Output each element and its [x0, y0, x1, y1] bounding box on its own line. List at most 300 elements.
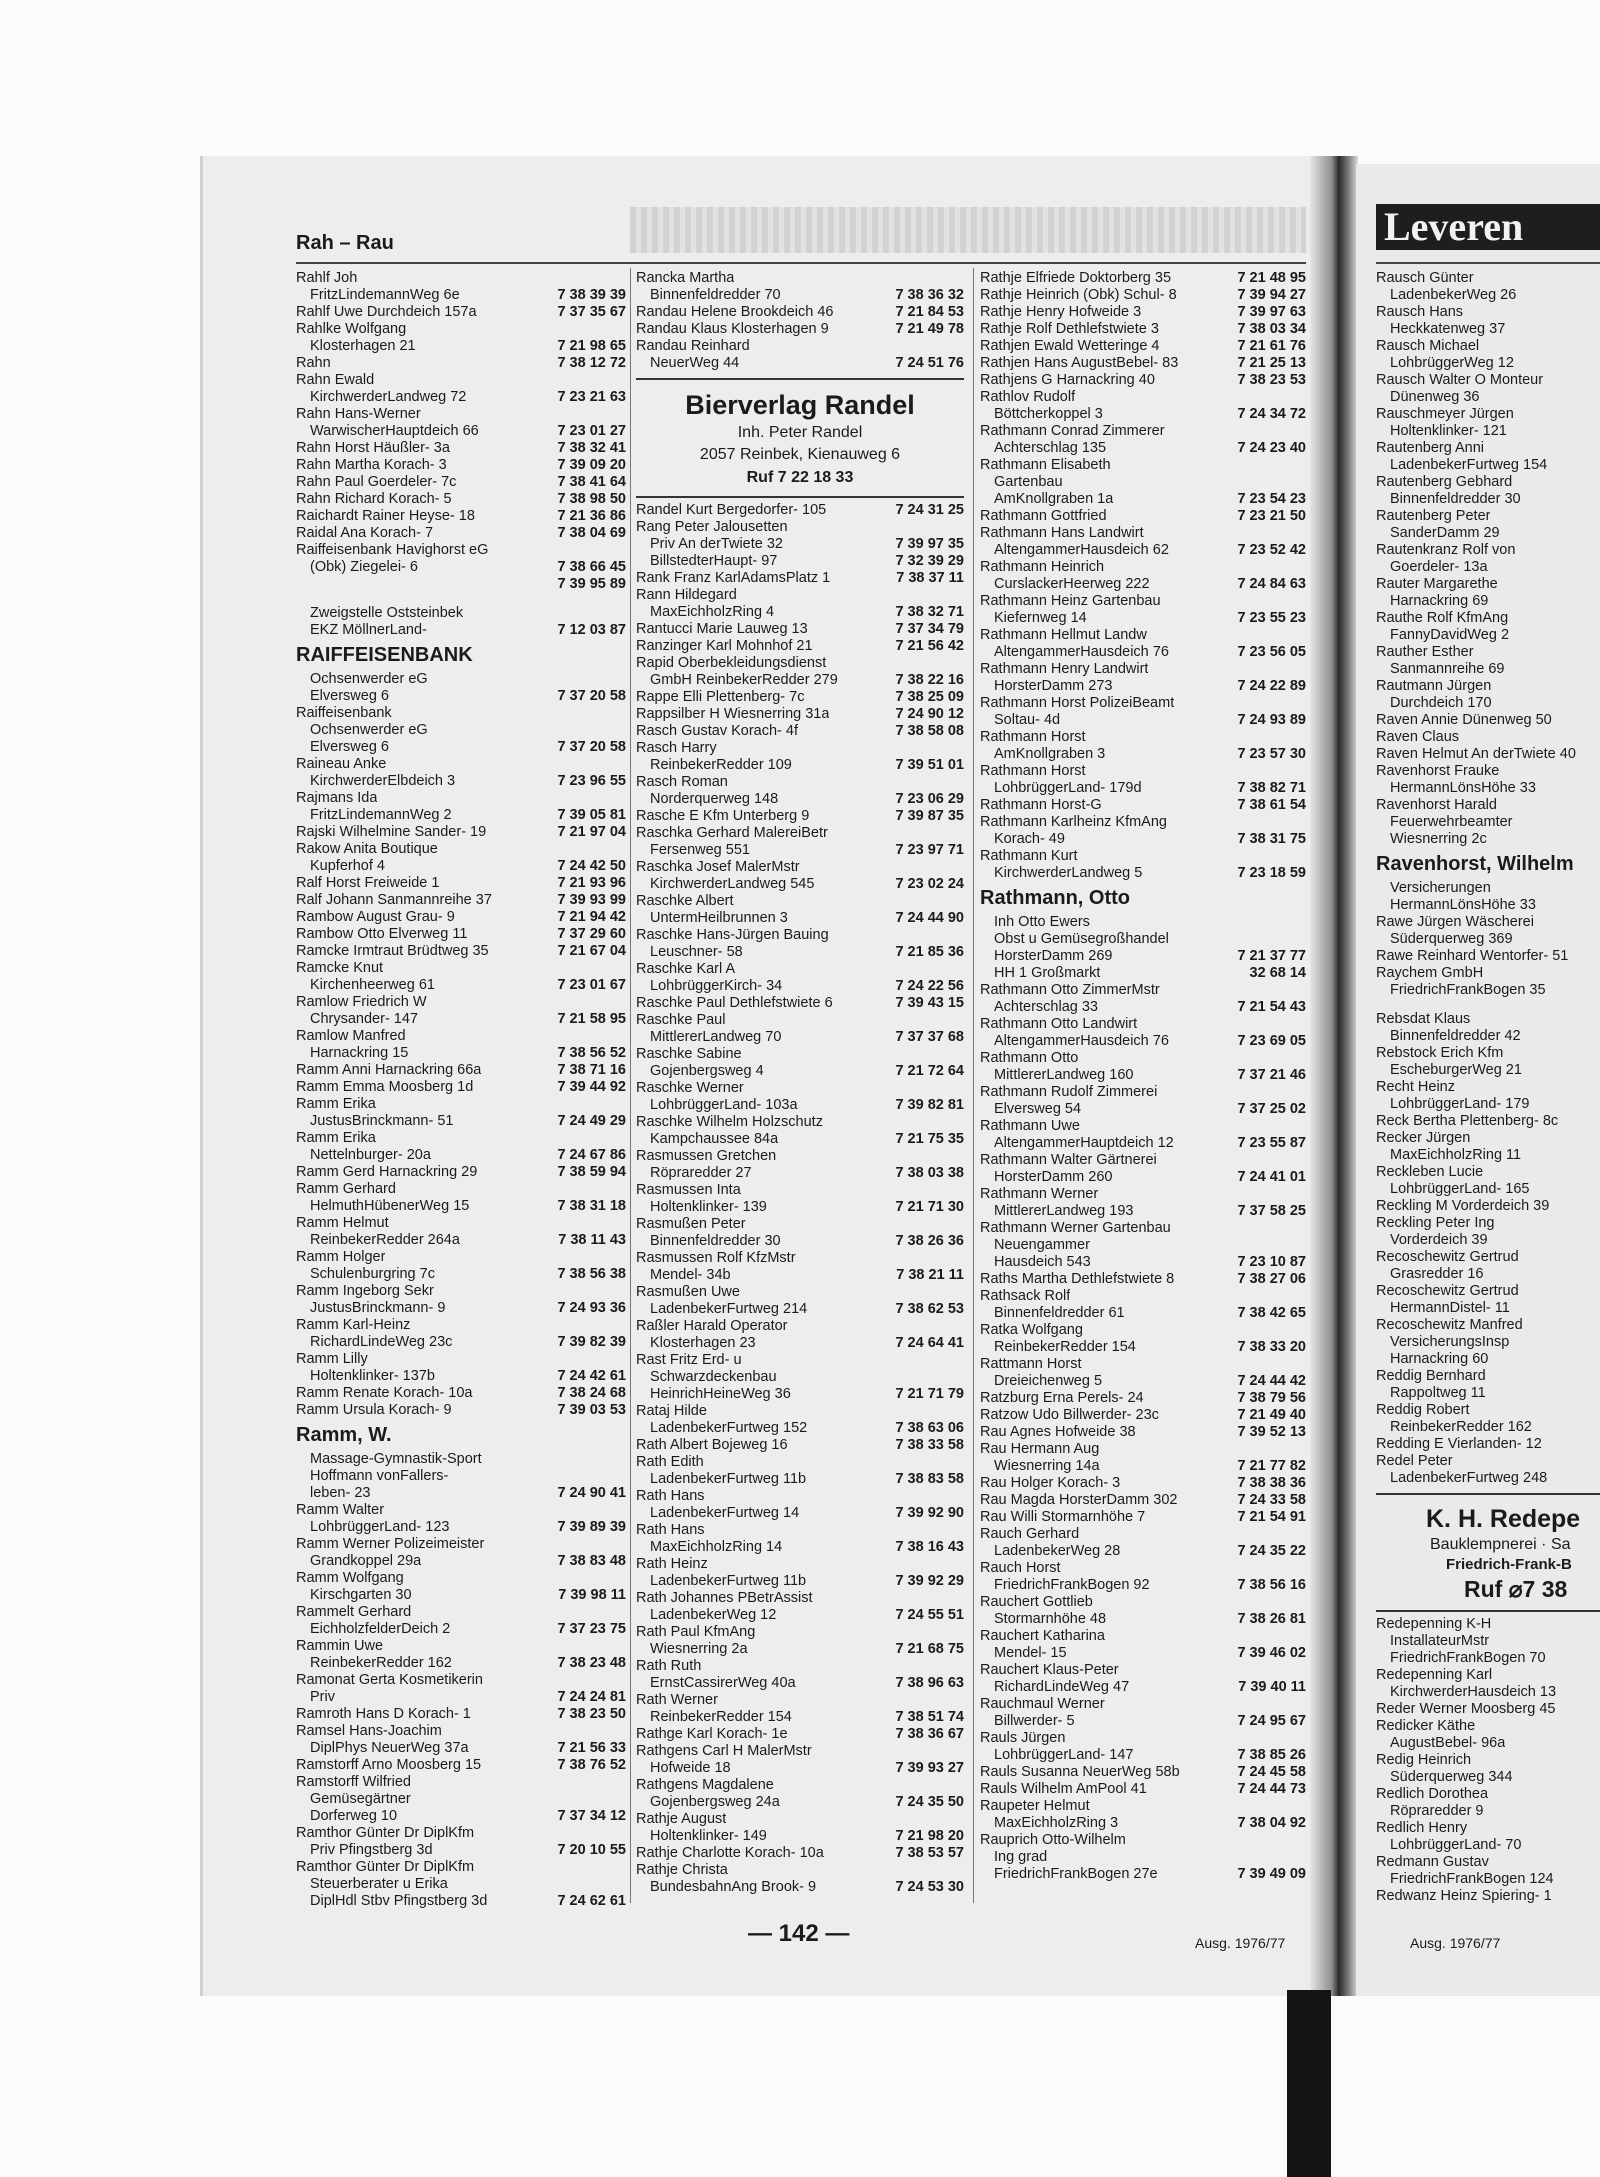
- column-divider: [630, 268, 631, 1903]
- listing-row: [1376, 814, 1600, 831]
- listing-row: [980, 1815, 1306, 1832]
- listing-row: [636, 978, 964, 995]
- listing-name: LohbrüggerLand- 103a: [650, 1097, 798, 1113]
- listing-name: Raschke Albert: [636, 893, 734, 909]
- listing-row: [636, 1318, 964, 1335]
- listing-row: [296, 1232, 626, 1249]
- listing-name: Raßler Harald Operator: [636, 1318, 788, 1334]
- listing-name: Rathmann Otto Landwirt: [980, 1016, 1138, 1032]
- listing-name: Raschke Werner: [636, 1080, 744, 1096]
- ad2-line2: Friedrich-Frank-B: [1446, 1556, 1572, 1573]
- listing-name: Rathje Henry Hofweide 3: [980, 304, 1142, 320]
- listing-row: [296, 1723, 626, 1740]
- listing-phone: [620, 1317, 626, 1334]
- listing-row: [296, 1519, 626, 1536]
- listing-row: [296, 1655, 626, 1672]
- listing-row: [636, 740, 964, 757]
- listing-row: [980, 440, 1306, 457]
- listing-phone: 7 38 66 45: [557, 559, 626, 575]
- listing-phone: 7 23 52 42: [1237, 542, 1306, 558]
- directory-column-1: [296, 270, 626, 1910]
- listing-row: [636, 1811, 964, 1828]
- listing-phone: 7 37 25 02: [1237, 1101, 1306, 1117]
- listing-phone: [620, 841, 626, 858]
- listing-name: Rathjens G Harnackring 40: [980, 372, 1155, 388]
- listing-name: Rantucci Marie Lauweg 13: [636, 621, 808, 637]
- listing-name: Rathje Charlotte Korach- 10a: [636, 1845, 824, 1861]
- bierverlag-ad: [636, 388, 964, 490]
- listing-phone: [620, 1351, 626, 1368]
- listing-phone: [958, 1318, 964, 1335]
- listing-name: Rang Peter Jalousetten: [636, 519, 788, 535]
- listing-phone: 7 39 40 11: [1238, 1679, 1306, 1695]
- listing-phone: [958, 1216, 964, 1233]
- listing-phone: [1594, 982, 1600, 999]
- listing-name: Süderquerweg 369: [1390, 931, 1513, 947]
- listing-row: [1376, 1164, 1600, 1181]
- listing-phone: [1300, 1220, 1306, 1237]
- listing-phone: 7 24 35 50: [895, 1794, 964, 1810]
- listing-phone: [1594, 1164, 1600, 1181]
- listing-row: [1376, 270, 1600, 287]
- listing-name: ReinbekerRedder 154: [994, 1339, 1136, 1355]
- listing-row: [980, 1628, 1306, 1645]
- listing-phone: 7 39 03 53: [557, 1402, 626, 1418]
- listing-name: ErnstCassirerWeg 40a: [650, 1675, 796, 1691]
- listing-name: FriedrichFrankBogen 27e: [994, 1866, 1158, 1882]
- listing-name: Harnackring 69: [1390, 593, 1489, 609]
- listing-phone: 7 37 37 68: [895, 1029, 964, 1045]
- listing-name: Rasche E Kfm Unterberg 9: [636, 808, 810, 824]
- listing-row: [980, 1373, 1306, 1390]
- listing-name: Soltau- 4d: [994, 712, 1061, 728]
- listing-name: FriedrichFrankBogen 35: [1390, 982, 1546, 998]
- listing-row: [1376, 610, 1600, 627]
- header-rule: [296, 262, 1306, 264]
- listing-name: Randau Klaus Klosterhagen 9: [636, 321, 829, 337]
- listing-phone: [1594, 457, 1600, 474]
- listing-row: [296, 875, 626, 892]
- listing-name: Raschke Sabine: [636, 1046, 742, 1062]
- listing-row: [636, 655, 964, 672]
- listing-row: [1376, 780, 1600, 797]
- listing-name: Wiesnerring 14a: [994, 1458, 1100, 1474]
- listing-phone: 7 38 22 16: [895, 672, 964, 688]
- listing-row: [980, 406, 1306, 423]
- listing-row: [980, 948, 1306, 965]
- listing-row: [980, 1730, 1306, 1747]
- listing-name: Redig Heinrich: [1376, 1752, 1472, 1768]
- listing-name: Rahlf Uwe Durchdeich 157a: [296, 304, 477, 320]
- listing-row: [1376, 1684, 1600, 1701]
- listing-phone: [1300, 389, 1306, 406]
- listing-name: Rauls Wilhelm AmPool 41: [980, 1781, 1147, 1797]
- listing-row: [1376, 1820, 1600, 1837]
- listing-phone: [958, 1114, 964, 1131]
- listing-name: Rathmann Gottfried: [980, 508, 1107, 524]
- faded-banner: [630, 207, 1306, 253]
- listing-phone: [958, 1148, 964, 1165]
- listing-phone: [958, 893, 964, 910]
- listing-phone: [1594, 1786, 1600, 1803]
- directory-column-2: [636, 270, 964, 1896]
- listing-phone: [1594, 931, 1600, 948]
- listing-name: ReinbekerRedder 162: [310, 1655, 452, 1671]
- listing-row: [636, 1471, 964, 1488]
- listing-name: Rautenkranz Rolf von: [1376, 542, 1516, 558]
- listing-phone: 7 24 93 36: [557, 1300, 626, 1316]
- spacer: [296, 593, 626, 605]
- listing-row: [980, 1016, 1306, 1033]
- listing-phone: [620, 1570, 626, 1587]
- listing-name: RichardLindeWeg 47: [994, 1679, 1130, 1695]
- listing-name: Raupeter Helmut: [980, 1798, 1090, 1814]
- listing-phone: [620, 1723, 626, 1740]
- listing-name: Recoschewitz Manfred: [1376, 1317, 1523, 1333]
- listing-phone: 7 38 23 53: [1237, 372, 1306, 388]
- listing-row: [636, 808, 964, 825]
- listing-row: [1376, 1079, 1600, 1096]
- listing-row: [980, 491, 1306, 508]
- listing-row: [636, 1080, 964, 1097]
- listing-row: [636, 1607, 964, 1624]
- listing-phone: [958, 1811, 964, 1828]
- listing-phone: 7 38 36 67: [895, 1726, 964, 1742]
- listing-name: KirchwerderLandweg 5: [994, 865, 1143, 881]
- listing-row: [636, 944, 964, 961]
- listing-phone: [1594, 1317, 1600, 1334]
- listing-name: MaxEichholzRing 4: [650, 604, 775, 620]
- listing-phone: [958, 338, 964, 355]
- listing-phone: [620, 1215, 626, 1232]
- listing-phone: [1594, 1300, 1600, 1317]
- listing-name: KirchwerderHausdeich 13: [1390, 1684, 1557, 1700]
- listing-phone: [1300, 931, 1306, 948]
- listing-row: [980, 355, 1306, 372]
- listing-name: Reckling M Vorderdeich 39: [1376, 1198, 1550, 1214]
- listing-row: [296, 1485, 626, 1502]
- listing-phone: 7 38 04 69: [557, 525, 626, 541]
- listing-name: Raths Martha Dethlefstwiete 8: [980, 1271, 1175, 1287]
- listing-phone: 7 38 21 11: [896, 1267, 964, 1283]
- listing-name: Rath Hans: [636, 1522, 705, 1538]
- listing-name: Ramm Renate Korach- 10a: [296, 1385, 473, 1401]
- listing-row: [636, 1828, 964, 1845]
- listing-row: [980, 627, 1306, 644]
- listing-phone: 7 24 84 63: [1237, 576, 1306, 592]
- listing-row: [296, 1587, 626, 1604]
- listing-name: Rathmann Conrad Zimmerer: [980, 423, 1165, 439]
- listing-phone: [1594, 321, 1600, 338]
- listing-row: [1376, 440, 1600, 457]
- listing-name: DiplPhys NeuerWeg 37a: [310, 1740, 469, 1756]
- listing-phone: [620, 1130, 626, 1147]
- listing-phone: [1594, 1334, 1600, 1351]
- listing-phone: [1594, 1854, 1600, 1871]
- listing-row: [980, 1050, 1306, 1067]
- listing-row: [980, 1322, 1306, 1339]
- listing-row: [636, 1590, 964, 1607]
- listing-name: Versicherungen: [1390, 880, 1491, 896]
- listing-phone: 7 38 71 16: [557, 1062, 626, 1078]
- listing-phone: 7 21 84 53: [895, 304, 964, 320]
- listing-name: Rasmußen Uwe: [636, 1284, 740, 1300]
- listing-name: LohbrüggerLand- 147: [994, 1747, 1134, 1763]
- listing-row: [980, 508, 1306, 525]
- listing-row: [980, 1135, 1306, 1152]
- listing-row: [636, 1420, 964, 1437]
- listing-row: [296, 508, 626, 525]
- listing-row: [1376, 406, 1600, 423]
- listing-name: Hausdeich 543: [994, 1254, 1091, 1270]
- listing-phone: [958, 1692, 964, 1709]
- listing-name: LadenbekerFurtweg 11b: [650, 1471, 807, 1487]
- listing-row: [636, 621, 964, 638]
- listing-phone: 7 38 16 43: [895, 1539, 964, 1555]
- listing-name: FriedrichFrankBogen 70: [1390, 1650, 1546, 1666]
- listing-row: [636, 1658, 964, 1675]
- listing-name: Feuerwehrbeamter: [1390, 814, 1513, 830]
- listing-row: [636, 287, 964, 304]
- page-number: — 142 —: [748, 1920, 850, 1947]
- listing-row: [1376, 982, 1600, 999]
- listing-row: [296, 1825, 626, 1842]
- listing-phone: [1594, 914, 1600, 931]
- listing-phone: 7 38 23 48: [557, 1655, 626, 1671]
- listing-phone: 7 38 27 06: [1237, 1271, 1306, 1287]
- listing-row: [636, 1182, 964, 1199]
- listing-row: [296, 722, 626, 739]
- listing-phone: [958, 1352, 964, 1369]
- listing-row: [296, 1317, 626, 1334]
- listing-phone: [1594, 644, 1600, 661]
- listing-name: Reddig Bernhard: [1376, 1368, 1486, 1384]
- listing-name: MaxEichholzRing 11: [1390, 1147, 1522, 1163]
- listing-name: Chrysander- 147: [310, 1011, 418, 1027]
- listing-row: [296, 1283, 626, 1300]
- listing-name: Rahn: [296, 355, 331, 371]
- listing-phone: 7 23 06 29: [895, 791, 964, 807]
- listing-phone: [1594, 1351, 1600, 1368]
- listing-row: [636, 1488, 964, 1505]
- listing-row: [636, 927, 964, 944]
- listing-phone: 7 21 49 78: [895, 321, 964, 337]
- listing-name: AmKnollgraben 3: [994, 746, 1106, 762]
- listing-name: WarwischerHauptdeich 66: [310, 423, 479, 439]
- listing-phone: [1594, 355, 1600, 372]
- listing-row: [980, 1713, 1306, 1730]
- listing-name: Redwanz Heinz Spiering- 1: [1376, 1888, 1552, 1904]
- listing-phone: 7 38 37 11: [896, 570, 964, 586]
- listing-row: [980, 746, 1306, 763]
- listing-row: [636, 1216, 964, 1233]
- listing-name: Gojenbergsweg 24a: [650, 1794, 780, 1810]
- listing-phone: 7 23 57 30: [1237, 746, 1306, 762]
- listing-phone: 7 39 05 81: [557, 807, 626, 823]
- listing-name: MittlererLandweg 193: [994, 1203, 1134, 1219]
- listing-row: [1376, 678, 1600, 695]
- listing-phone: [620, 1468, 626, 1485]
- listing-name: Priv An derTwiete 32: [650, 536, 783, 552]
- listing-row: [296, 1130, 626, 1147]
- listing-row: [1376, 914, 1600, 931]
- listing-phone: [620, 406, 626, 423]
- listing-phone: 7 38 24 68: [557, 1385, 626, 1401]
- listing-row: [296, 1351, 626, 1368]
- listing-row: [1376, 389, 1600, 406]
- listing-row: [296, 304, 626, 321]
- listing-phone: 7 38 76 52: [557, 1757, 626, 1773]
- listing-row: [296, 858, 626, 875]
- listing-phone: [620, 1672, 626, 1689]
- listing-name: Harnackring 15: [310, 1045, 409, 1061]
- listing-name: MaxEichholzRing 3: [994, 1815, 1119, 1831]
- listing-phone: 7 23 56 05: [1237, 644, 1306, 660]
- listing-row: [980, 729, 1306, 746]
- listing-row: [636, 1063, 964, 1080]
- listing-row: [980, 1186, 1306, 1203]
- listing-name: Ramcke Irmtraut Brüdtweg 35: [296, 943, 489, 959]
- listing-name: HermannDistel- 11: [1390, 1300, 1510, 1316]
- listing-row: [980, 763, 1306, 780]
- listing-name: Nettelnburger- 20a: [310, 1147, 431, 1163]
- listing-row: [980, 1339, 1306, 1356]
- listing-phone: 7 38 96 63: [895, 1675, 964, 1691]
- listing-row: [636, 502, 964, 519]
- listing-row: [1376, 355, 1600, 372]
- listing-phone: [1594, 1888, 1600, 1905]
- listing-row: [980, 1220, 1306, 1237]
- listing-name: HorsterDamm 269: [994, 948, 1113, 964]
- listing-phone: 7 21 85 36: [895, 944, 964, 960]
- listing-phone: [958, 1046, 964, 1063]
- listing-phone: [620, 1502, 626, 1519]
- listing-phone: 7 38 59 94: [557, 1164, 626, 1180]
- listing-phone: [620, 756, 626, 773]
- listing-phone: 7 39 93 27: [895, 1760, 964, 1776]
- listing-phone: 7 21 25 13: [1237, 355, 1306, 371]
- listing-phone: 7 38 11 43: [558, 1232, 626, 1248]
- listing-name: Raschke Wilhelm Holzschutz: [636, 1114, 823, 1130]
- column-4-entries: [1376, 270, 1600, 1487]
- listing-name: Rasmussen Gretchen: [636, 1148, 777, 1164]
- listing-phone: [1300, 1594, 1306, 1611]
- listing-name: LadenbekerFurtweg 14: [650, 1505, 800, 1521]
- listing-phone: [1300, 1798, 1306, 1815]
- listing-phone: 7 38 03 34: [1237, 321, 1306, 337]
- listing-phone: 7 21 58 95: [557, 1011, 626, 1027]
- listing-phone: 7 39 49 09: [1237, 1866, 1306, 1882]
- listing-name: Randau Helene Brookdeich 46: [636, 304, 834, 320]
- listing-name: Ramroth Hans D Korach- 1: [296, 1706, 471, 1722]
- listing-row: [1376, 1650, 1600, 1667]
- listing-row: [296, 1198, 626, 1215]
- listing-phone: [1594, 287, 1600, 304]
- listing-phone: [1300, 1084, 1306, 1101]
- listing-row: [296, 1079, 626, 1096]
- listing-phone: [1594, 1402, 1600, 1419]
- listing-phone: [1594, 831, 1600, 848]
- listing-phone: [620, 605, 626, 622]
- listing-name: Rauter Margarethe: [1376, 576, 1498, 592]
- listing-phone: [958, 859, 964, 876]
- listing-row: [1376, 1837, 1600, 1854]
- listing-phone: [1594, 1232, 1600, 1249]
- listing-row: [1376, 491, 1600, 508]
- listing-name: Rambow Otto Elverweg 11: [296, 926, 468, 942]
- listing-phone: 7 39 92 90: [895, 1505, 964, 1521]
- listing-name: Recker Jürgen: [1376, 1130, 1471, 1146]
- listing-row: [636, 1352, 964, 1369]
- listing-name: Rann Hildegard: [636, 587, 737, 603]
- listing-name: Raidal Ana Korach- 7: [296, 525, 434, 541]
- listing-row: [296, 705, 626, 722]
- listing-name: Ramstorff Arno Moosberg 15: [296, 1757, 482, 1773]
- listing-row: [296, 372, 626, 389]
- listing-row: [296, 773, 626, 790]
- listing-row: [1376, 1011, 1600, 1028]
- listing-row: [636, 1454, 964, 1471]
- listing-phone: [1300, 525, 1306, 542]
- listing-name: HorsterDamm 260: [994, 1169, 1113, 1185]
- listing-phone: 7 21 68 75: [895, 1641, 964, 1657]
- listing-name: Röpraredder 27: [650, 1165, 752, 1181]
- listing-name: Reder Werner Moosberg 45: [1376, 1701, 1556, 1717]
- listing-name: Rathmann Werner Gartenbau: [980, 1220, 1171, 1236]
- listing-phone: [1594, 1011, 1600, 1028]
- listing-phone: 7 38 33 58: [895, 1437, 964, 1453]
- listing-row: [636, 604, 964, 621]
- listing-row: [980, 1798, 1306, 1815]
- listing-name: Binnenfeldredder 70: [650, 287, 781, 303]
- listing-phone: 7 24 51 76: [895, 355, 964, 371]
- listing-name: Rathjen Ewald Wetteringe 4: [980, 338, 1160, 354]
- listing-phone: 7 24 42 50: [557, 858, 626, 874]
- listing-phone: 7 38 83 48: [557, 1553, 626, 1569]
- listing-phone: [1300, 474, 1306, 491]
- listing-row: [296, 605, 626, 622]
- listing-phone: [958, 587, 964, 604]
- listing-name: Rautmann Jürgen: [1376, 678, 1492, 694]
- listing-row: [296, 1028, 626, 1045]
- listing-row: [980, 423, 1306, 440]
- listing-phone: [620, 671, 626, 688]
- listing-name: Gojenbergsweg 4: [650, 1063, 764, 1079]
- listing-row: [296, 739, 626, 756]
- listing-row: [1376, 627, 1600, 644]
- listing-name: LohbrüggerLand- 165: [1390, 1181, 1530, 1197]
- listing-name: Rath Werner: [636, 1692, 718, 1708]
- listing-name: BundesbahnAng Brook- 9: [650, 1879, 817, 1895]
- listing-name: Raven Claus: [1376, 729, 1460, 745]
- listing-name: FannyDavidWeg 2: [1390, 627, 1510, 643]
- listing-name: Klosterhagen 23: [650, 1335, 756, 1351]
- listing-phone: [1300, 982, 1306, 999]
- listing-row: [636, 1726, 964, 1743]
- listing-phone: [1594, 1667, 1600, 1684]
- listing-row: [980, 1305, 1306, 1322]
- listing-name: Rausch Walter O Monteur: [1376, 372, 1544, 388]
- listing-name: Steuerberater u Erika: [310, 1876, 448, 1892]
- listing-name: Rauls Susanna NeuerWeg 58b: [980, 1764, 1180, 1780]
- listing-phone: 7 23 55 23: [1237, 610, 1306, 626]
- listing-row: [636, 338, 964, 355]
- edition-label-right: Ausg. 1976/77: [1410, 1935, 1501, 1951]
- listing-name: Röpraredder 9: [1390, 1803, 1484, 1819]
- listing-phone: 7 24 44 42: [1237, 1373, 1306, 1389]
- listing-name: Redepenning K-H: [1376, 1616, 1492, 1632]
- listing-name: Ratka Wolfgang: [980, 1322, 1083, 1338]
